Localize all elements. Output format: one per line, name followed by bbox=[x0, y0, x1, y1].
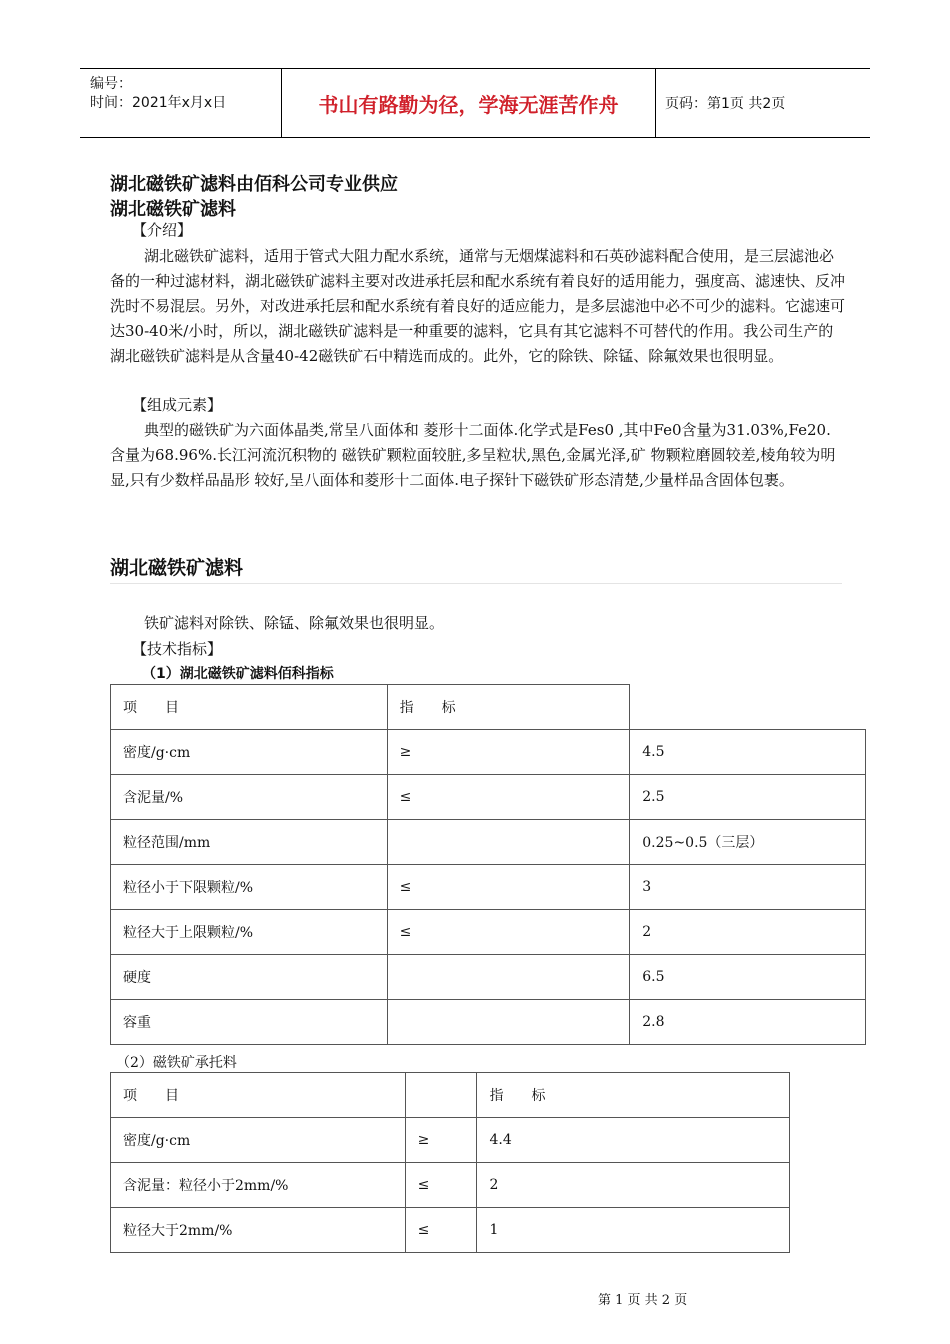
table-cell: 密度/g·cm bbox=[111, 1118, 406, 1163]
table-cell: 6.5 bbox=[630, 955, 866, 1000]
table-cell: 硬度 bbox=[111, 955, 388, 1000]
table-cell: 2.5 bbox=[630, 775, 866, 820]
motto: 书山有路勤为径，学海无涯苦作舟 bbox=[281, 69, 656, 137]
table-row bbox=[111, 955, 866, 1000]
table-header-cell: 项 目 bbox=[111, 1073, 406, 1118]
table-cell: ≤ bbox=[405, 1163, 477, 1208]
document-subtitle: 湖北磁铁矿滤料 bbox=[110, 199, 236, 220]
table-cell bbox=[387, 955, 630, 1000]
table-cell: 粒径大于上限颗粒/% bbox=[111, 910, 388, 955]
header-table bbox=[80, 68, 870, 138]
table-row bbox=[111, 1208, 790, 1253]
table-header-cell bbox=[405, 1073, 477, 1118]
table-cell: 3 bbox=[630, 865, 866, 910]
table-row bbox=[111, 865, 866, 910]
table-cell: ≤ bbox=[387, 775, 630, 820]
table-cell: 0.25~0.5（三层） bbox=[630, 820, 866, 865]
table-row bbox=[111, 910, 866, 955]
table-row bbox=[111, 730, 866, 775]
table-cell: 1 bbox=[477, 1208, 790, 1253]
table-cell: 粒径大于2mm/% bbox=[111, 1208, 406, 1253]
table-cell: ≥ bbox=[387, 730, 630, 775]
composition-label: 【组成元素】 bbox=[132, 396, 223, 414]
table-cell: 粒径范围/mm bbox=[111, 820, 388, 865]
table-header-cell bbox=[630, 685, 866, 730]
table-header-cell: 项 目 bbox=[111, 685, 388, 730]
spec-table-2 bbox=[110, 1072, 790, 1253]
table-header-row bbox=[111, 685, 866, 730]
table-header-cell: 指 标 bbox=[387, 685, 630, 730]
table-cell: 含泥量/% bbox=[111, 775, 388, 820]
page-info: 页码：第1页 共2页 bbox=[665, 96, 786, 112]
table-cell bbox=[387, 820, 630, 865]
section-paragraph: 铁矿滤料对除铁、除锰、除氟效果也很明显。 bbox=[144, 614, 445, 632]
number-label: 编号： bbox=[90, 76, 132, 92]
table-cell: 4.5 bbox=[630, 730, 866, 775]
table-cell: 粒径小于下限颗粒/% bbox=[111, 865, 388, 910]
intro-paragraph: 湖北磁铁矿滤料，适用于管式大阻力配水系统，通常与无烟煤滤料和石英砂滤料配合使用，是三层滤池必备的一种过滤材料，湖北磁铁矿滤料主要对改进承托层和配水系统有着良好的适用能力，强度高、滤速快、反冲洗时不易混层。另外，对改进承托层和配水系统有着良好的适应能力，是多层滤池中必不可少的滤料。它滤速可达30-40米/小时，所以，湖北磁铁矿滤料是一种重要的滤料，它具有其它滤料不可替代的作用。我公司生产的湖北磁铁矿滤料是从含量40-42磁铁矿石中精选而成的。此外，它的除铁、除锰、除氟效果也很明显。 bbox=[110, 247, 846, 365]
table-cell: 2.8 bbox=[630, 1000, 866, 1045]
time-label: 时间：2021年x月x日 bbox=[90, 95, 227, 111]
page-footer: 第 1 页 共 2 页 bbox=[598, 1293, 688, 1308]
document-title: 湖北磁铁矿滤料由佰科公司专业供应 bbox=[110, 174, 398, 195]
table2-caption: （2）磁铁矿承托料 bbox=[116, 1055, 237, 1071]
table1-caption: （1）湖北磁铁矿滤料佰科指标 bbox=[142, 666, 334, 682]
section-heading: 湖北磁铁矿滤料 bbox=[110, 557, 244, 579]
tech-label: 【技术指标】 bbox=[132, 640, 223, 658]
table-cell: 含泥量：粒径小于2mm/% bbox=[111, 1163, 406, 1208]
table-cell: 2 bbox=[477, 1163, 790, 1208]
intro-label: 【介绍】 bbox=[132, 221, 193, 239]
table-row bbox=[111, 775, 866, 820]
table-cell: 密度/g·cm bbox=[111, 730, 388, 775]
spec-table-1 bbox=[110, 684, 866, 1045]
table-row bbox=[111, 1163, 790, 1208]
table-cell: 4.4 bbox=[477, 1118, 790, 1163]
table-cell: ≤ bbox=[387, 865, 630, 910]
composition-paragraph: 典型的磁铁矿为六面体晶类,常呈八面体和 菱形十二面体.化学式是Fes0 ,其中Fe0含量为31.03%,Fe20.含量为68.96%.长江河流沉积物的 磁铁矿颗粒面较脏,多呈粒状,黑色,金属光泽,矿 物颗粒磨圆较差,棱角较为明显,只有少数样品晶形 较好,呈八面体和菱形十二面体.电子探针下磁铁矿形态清楚,少量样品含固体包裹。 bbox=[110, 421, 836, 489]
section-divider bbox=[110, 583, 842, 584]
table-cell: 2 bbox=[630, 910, 866, 955]
table-cell: 容重 bbox=[111, 1000, 388, 1045]
table-row bbox=[111, 1118, 790, 1163]
table-row bbox=[111, 1000, 866, 1045]
table-cell bbox=[387, 1000, 630, 1045]
table-header-row bbox=[111, 1073, 790, 1118]
header-meta bbox=[80, 69, 281, 137]
table-row bbox=[111, 820, 866, 865]
table-cell: ≤ bbox=[387, 910, 630, 955]
table-header-cell: 指 标 bbox=[477, 1073, 790, 1118]
table-cell: ≤ bbox=[405, 1208, 477, 1253]
table-cell: ≥ bbox=[405, 1118, 477, 1163]
